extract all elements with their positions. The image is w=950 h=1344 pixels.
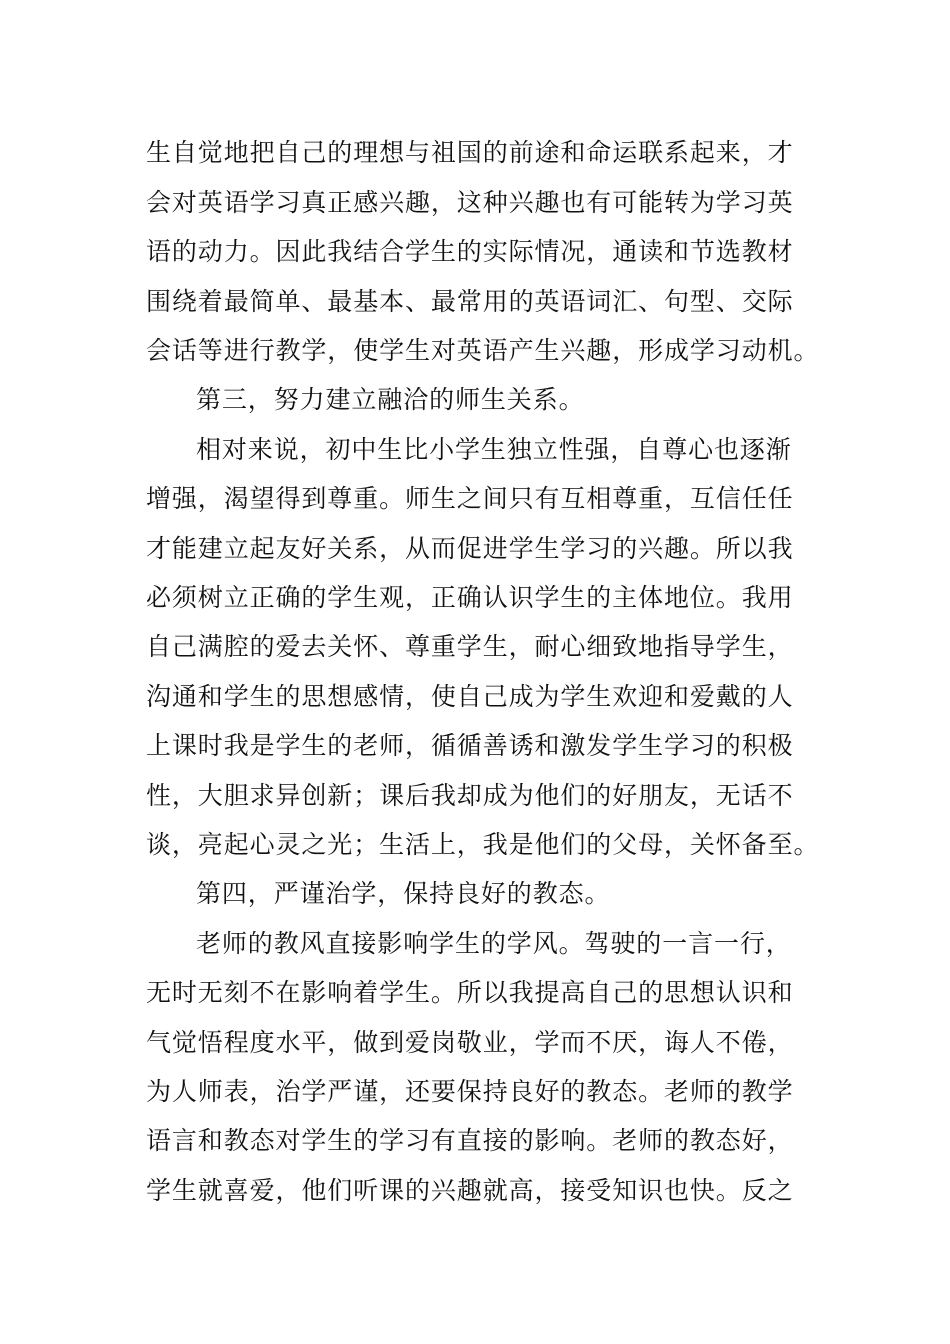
text-line: 为人师表，治学严谨，还要保持良好的教态。老师的教学	[146, 1077, 794, 1106]
section-heading: 第四，严谨治学，保持良好的教态。	[196, 879, 611, 908]
text-line: 语言和教态对学生的学习有直接的影响。老师的教态好，	[146, 1126, 794, 1155]
text-line: 会对英语学习真正感兴趣，这种兴趣也有可能转为学习英	[146, 188, 794, 217]
text-line: 沟通和学生的思想感情，使自己成为学生欢迎和爱戴的人	[146, 682, 794, 711]
text-line: 上课时我是学生的老师，循循善诱和激发学生学习的积极	[146, 731, 794, 760]
text-line: 气觉悟程度水平，做到爱岗敬业，学而不厌，诲人不倦，	[146, 1028, 794, 1057]
text-line: 谈，亮起心灵之光；生活上，我是他们的父母，关怀备至。	[146, 830, 820, 859]
text-line: 才能建立起友好关系，从而促进学生学习的兴趣。所以我	[146, 534, 794, 563]
text-line: 会话等进行教学，使学生对英语产生兴趣，形成学习动机。	[146, 336, 820, 365]
section-heading: 第三，努力建立融洽的师生关系。	[196, 385, 585, 414]
text-line: 无时无刻不在影响着学生。所以我提高自己的思想认识和	[146, 978, 794, 1007]
paragraph-first-line: 相对来说，初中生比小学生独立性强，自尊心也逐渐	[196, 435, 792, 464]
text-line: 性，大胆求异创新；课后我却成为他们的好朋友，无话不	[146, 781, 794, 810]
text-line: 必须树立正确的学生观，正确认识学生的主体地位。我用	[146, 583, 794, 612]
text-line: 生自觉地把自己的理想与祖国的前途和命运联系起来，才	[146, 138, 794, 167]
text-line: 自己满腔的爱去关怀、尊重学生，耐心细致地指导学生，	[146, 632, 794, 661]
text-line: 学生就喜爱，他们听课的兴趣就高，接受知识也快。反之	[146, 1176, 794, 1205]
text-line: 围绕着最简单、最基本、最常用的英语词汇、句型、交际	[146, 287, 794, 316]
paragraph-first-line: 老师的教风直接影响学生的学风。驾驶的一言一行，	[196, 929, 792, 958]
text-line: 语的动力。因此我结合学生的实际情况，通读和节选教材	[146, 237, 794, 266]
text-line: 增强，渴望得到尊重。师生之间只有互相尊重，互信任任	[146, 484, 794, 513]
